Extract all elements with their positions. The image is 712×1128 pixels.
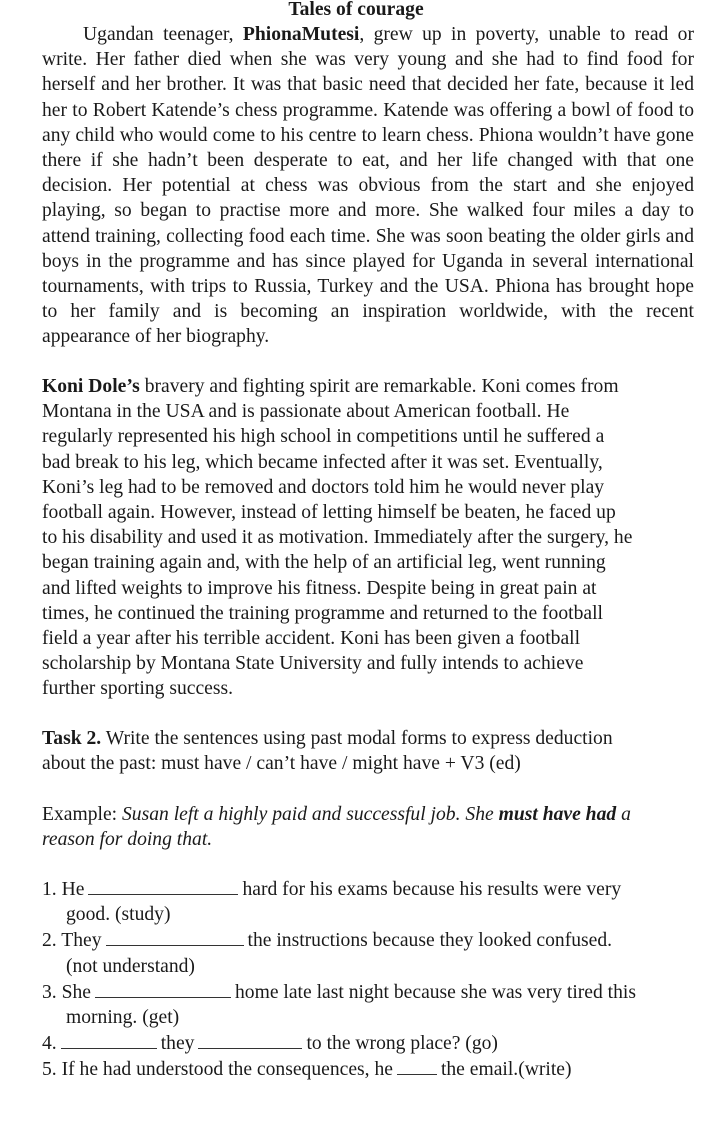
story1-text: , grew up in poverty, unable to read or write. Her father died when she was very young and she had to find food for herself and her brother. It was that basic need that decided her fate, because it led her to Robert Katende’s chess programme. Katende was offering a bowl of food to any child who would come to his centre to learn chess. Phiona wouldn’t have gone there if she hadn’t been desperate to eat, and her life changed with that one decision. Her potential at chess was obvious from the start and she enjoyed playing, so began to practise more and more. She walked four miles a day to attend training, collecting food each time. She was soon beating the older girls and boys in the programme and has since played for Uganda in several international tournaments, with trips to Russia, Turkey and the USA. Phiona has brought hope to her family and is becoming an inspiration worldwide, with the recent appearance of her biography. (42, 24, 694, 348)
story-phiona-paragraph (42, 22, 694, 350)
story2-line: further sporting success. (42, 678, 233, 700)
story2-name: Koni Dole’s (42, 376, 140, 397)
exercise-item: 3. She home late last night because she was very tired this morning. (get) (42, 979, 702, 1030)
task-label: Task 2. (42, 728, 102, 749)
answer-blank[interactable] (88, 876, 238, 895)
story2-line: Koni Dole’s bravery and fighting spirit are remarkable. Koni comes from (42, 376, 619, 397)
answer-blank[interactable] (198, 1030, 302, 1049)
story2-line: regularly represented his high school in competitions until he suffered a (42, 426, 605, 448)
task-instructions: Task 2. Write the sentences using past modal forms to express deduction about the past: must have / can’t have / might have + V3 (ed) (42, 728, 613, 775)
answer-blank[interactable] (106, 927, 244, 946)
page-title: Tales of courage (288, 0, 424, 20)
example-label: Example: (42, 804, 122, 825)
story2-line: bad break to his leg, which became infected after it was set. Eventually, (42, 451, 603, 473)
story2-line: began training again and, with the help of an artificial leg, went running (42, 552, 606, 574)
story2-line: times, he continued the training programme and returned to the football (42, 602, 603, 624)
story2-line: Koni’s leg had to be removed and doctors told him he would never play (42, 476, 605, 498)
story1-lead: Ugandan teenager, (83, 24, 243, 45)
exercise-item: 1. He hard for his exams because his results were very good. (study) (42, 876, 702, 927)
exercise-item: 2. They the instructions because they looked confused. (not understand) (42, 927, 702, 978)
story2-line: to his disability and used it as motivation. Immediately after the surgery, he (42, 527, 633, 549)
example-sentence: Example: Susan left a highly paid and successful job. She must have had a reason for doing that. (42, 804, 631, 851)
story-koni-paragraph (42, 374, 694, 702)
answer-blank[interactable] (397, 1056, 437, 1075)
exercise-item: 4. they to the wrong place? (go) (42, 1030, 702, 1056)
story2-line: field a year after his terrible accident. Koni has been given a football (42, 628, 581, 650)
story2-line: Montana in the USA and is passionate about American football. He (42, 401, 570, 423)
story2-line: football again. However, instead of letting himself be beaten, he faced up (42, 502, 616, 524)
story1-name: PhionaMutesi (242, 24, 360, 45)
answer-blank[interactable] (95, 979, 231, 998)
exercise-item: 5. If he had understood the consequences, he the email.(write) (42, 1056, 702, 1082)
answer-blank[interactable] (61, 1030, 157, 1049)
story2-line: scholarship by Montana State University and fully intends to achieve (42, 653, 584, 675)
exercise-list (42, 876, 702, 1083)
story2-line: and lifted weights to improve his fitness. Despite being in great pain at (42, 577, 597, 599)
